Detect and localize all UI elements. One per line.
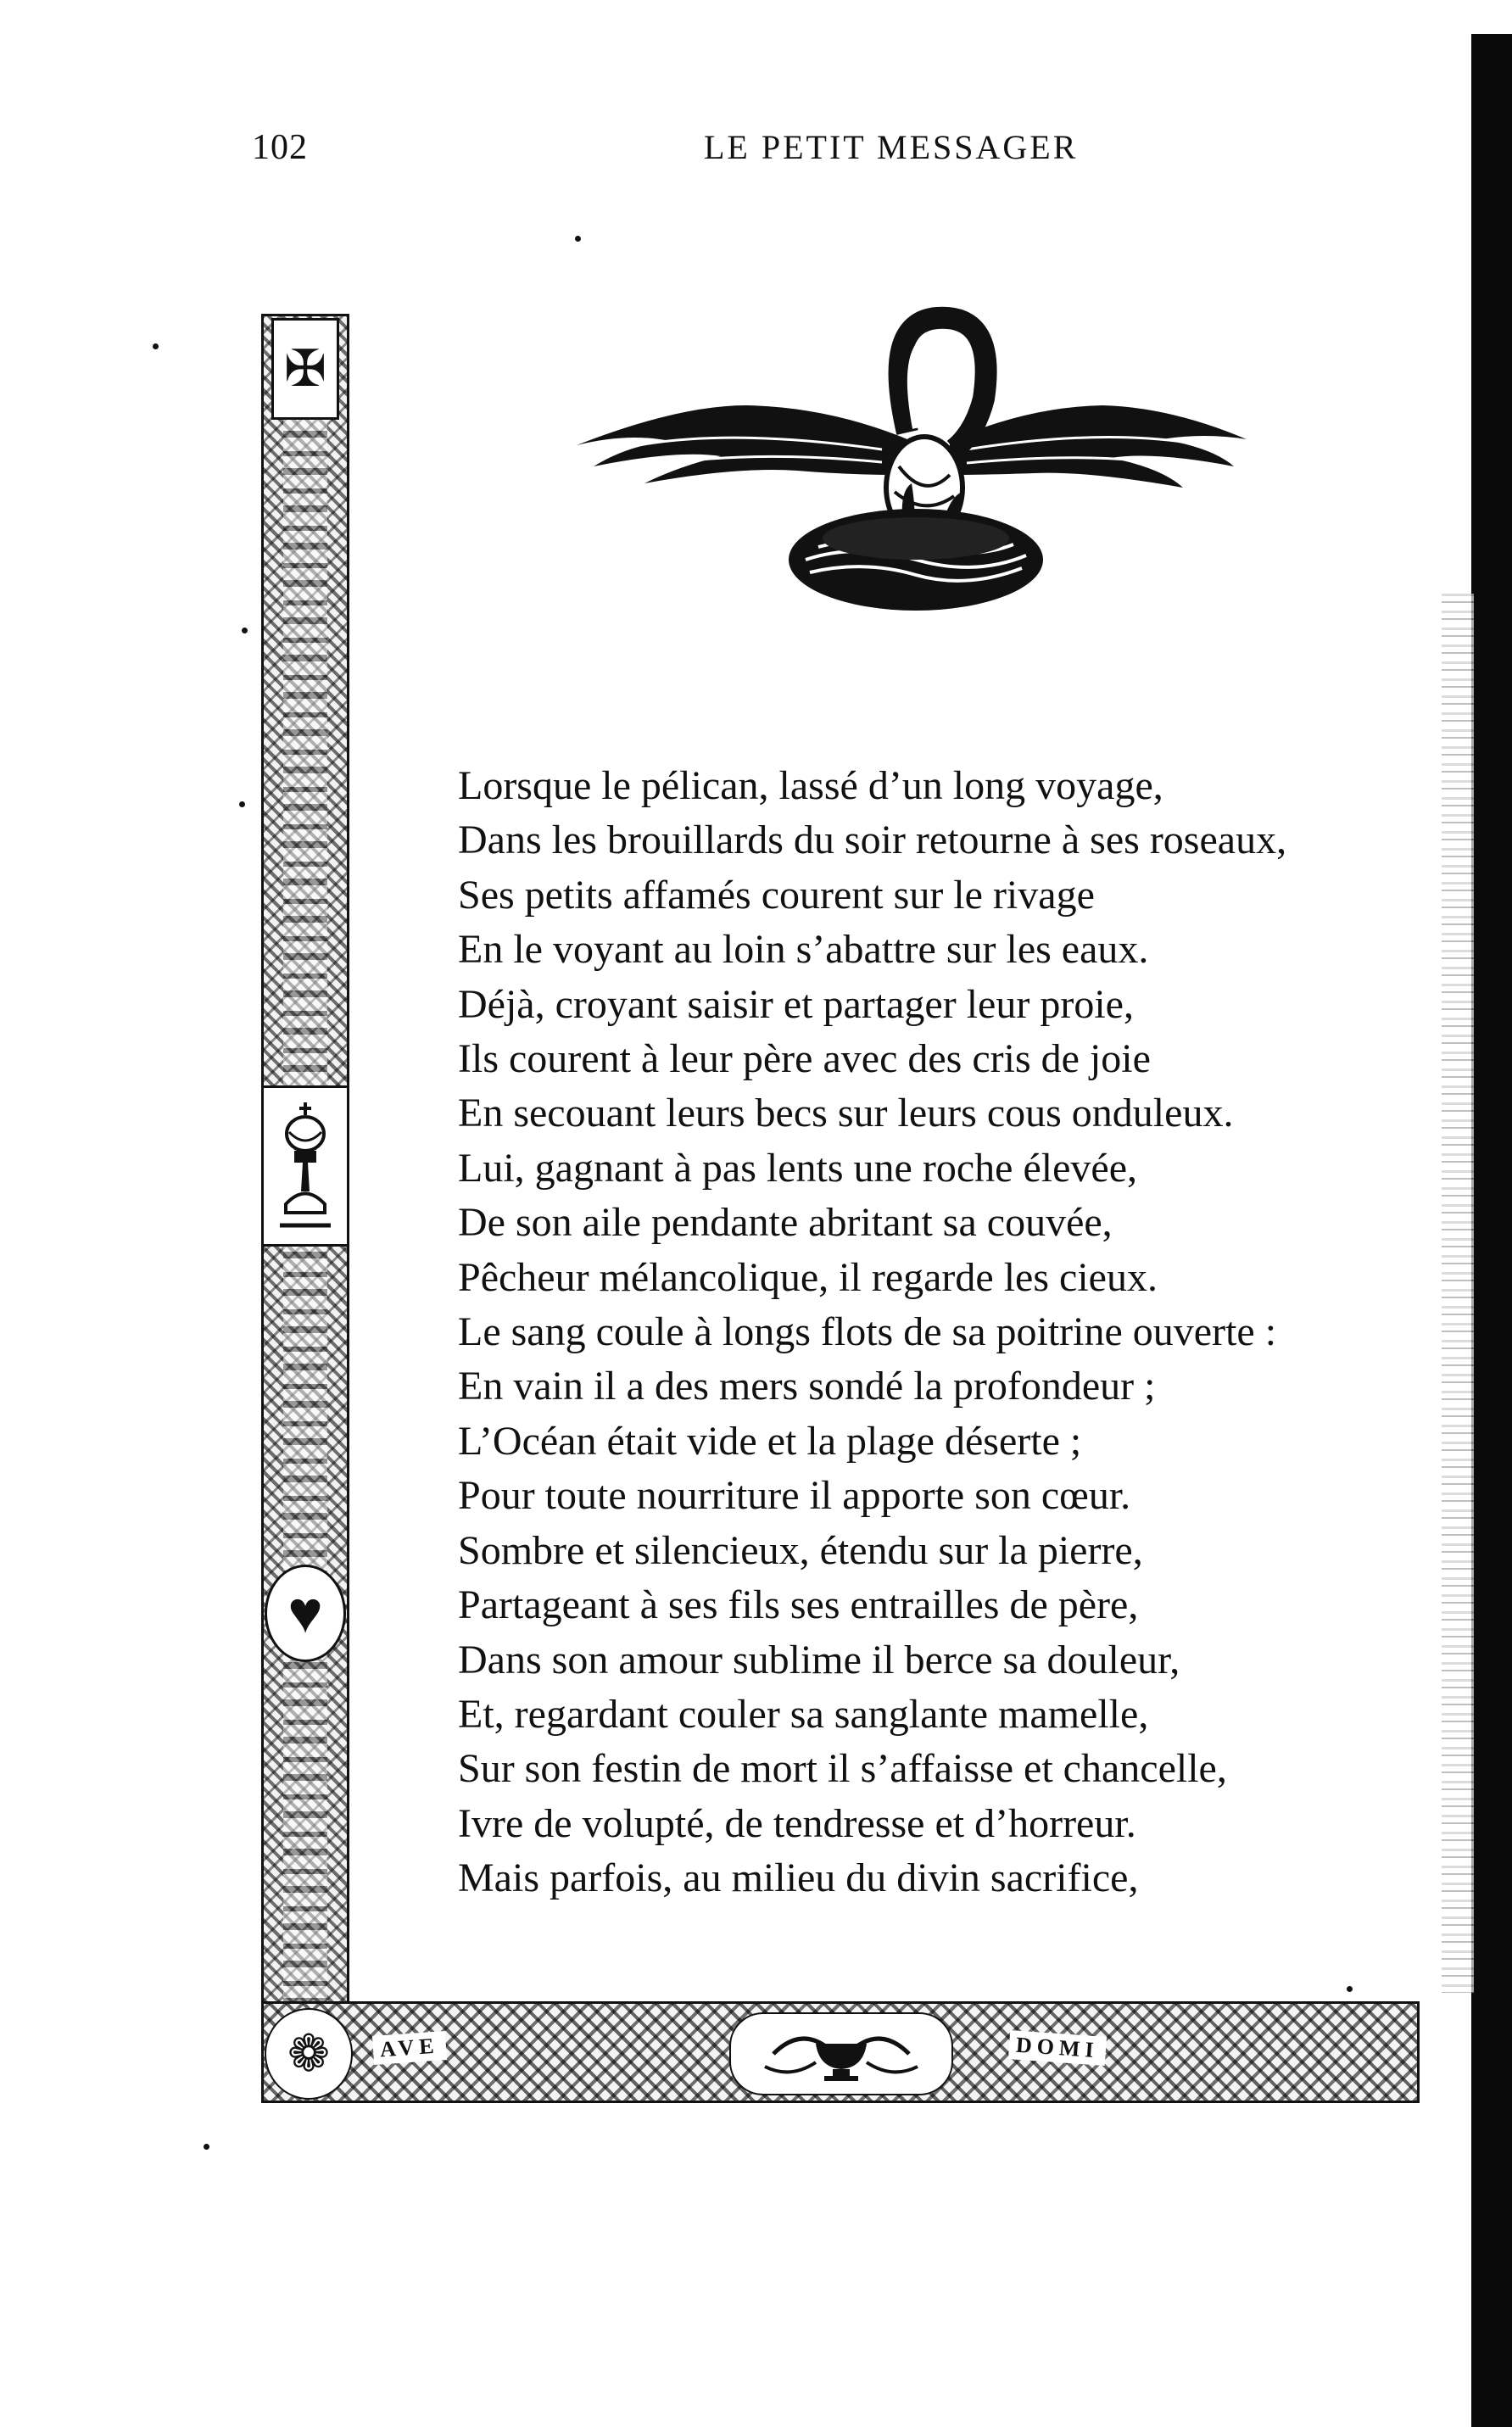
- poem-line: Mais parfois, au milieu du divin sacrifice,: [458, 1855, 1139, 1901]
- poem-line: Partageant à ses fils ses entrailles de père,: [458, 1582, 1139, 1628]
- poem-line: Ses petits affamés courent sur le rivage: [458, 872, 1095, 918]
- poem-line: Lui, gagnant à pas lents une roche élevée,: [458, 1145, 1137, 1191]
- speck: [153, 343, 159, 349]
- poem-line: Pour toute nourriture il apporte son cœur.: [458, 1473, 1131, 1519]
- running-title: LE PETIT MESSAGER: [704, 128, 1079, 166]
- chalice-icon-svg: [276, 1098, 335, 1234]
- poem-line: Dans les brouillards du soir retourne à ses roseaux,: [458, 817, 1287, 863]
- poem-line: En vain il a des mers sondé la profondeur ;: [458, 1364, 1156, 1409]
- sacred-heart-icon: ♥: [265, 1565, 346, 1662]
- poem-line: En secouant leurs becs sur leurs cous onduleux.: [458, 1091, 1234, 1136]
- urn-icon: [729, 2012, 953, 2095]
- poem: [458, 759, 1286, 1906]
- speck: [242, 628, 248, 633]
- poem-line: Lorsque le pélican, lassé d’un long voyage,: [458, 763, 1163, 808]
- poem-line: Et, regardant couler sa sanglante mamelle,: [458, 1691, 1149, 1737]
- speck: [204, 2144, 209, 2150]
- pelican-feeding-young-icon: [577, 305, 1255, 644]
- poem-line: L’Océan était vide et la plage déserte ;: [458, 1418, 1082, 1464]
- poem-line: En le voyant au loin s’abattre sur les eaux.: [458, 927, 1149, 973]
- poem-line: Ivre de volupté, de tendresse et d’horreur.: [458, 1800, 1136, 1846]
- poem-line: Sur son festin de mort il s’affaisse et chancelle,: [458, 1746, 1227, 1792]
- border-motto-left: AVE: [372, 2031, 447, 2065]
- cross-flourish-icon: ✠: [271, 318, 339, 420]
- scan-edge-texture: [1442, 594, 1474, 1993]
- poem-line: Ils courent à leur père avec des cris de joie: [458, 1036, 1151, 1082]
- poem-line: Le sang coule à longs flots de sa poitrine ouverte :: [458, 1309, 1277, 1355]
- chalice-icon: [261, 1085, 349, 1247]
- page-number: 102: [252, 128, 308, 167]
- border-motto-right: DOMI: [1008, 2030, 1107, 2066]
- poem-line: Sombre et silencieux, étendu sur la pierre,: [458, 1527, 1143, 1573]
- speck: [575, 236, 581, 242]
- urn-icon-svg: [756, 2020, 926, 2088]
- poem-line: Pêcheur mélancolique, il regarde les cieux.: [458, 1254, 1158, 1300]
- poem-line: Déjà, croyant saisir et partager leur proie,: [458, 981, 1134, 1027]
- poem-line: Dans son amour sublime il berce sa douleur,: [458, 1637, 1180, 1682]
- scan-edge: [1471, 34, 1512, 2427]
- speck: [1347, 1986, 1353, 1992]
- speck: [239, 801, 245, 807]
- rosette-icon: ❁: [265, 2008, 353, 2100]
- poem-line: De son aile pendante abritant sa couvée,: [458, 1200, 1113, 1246]
